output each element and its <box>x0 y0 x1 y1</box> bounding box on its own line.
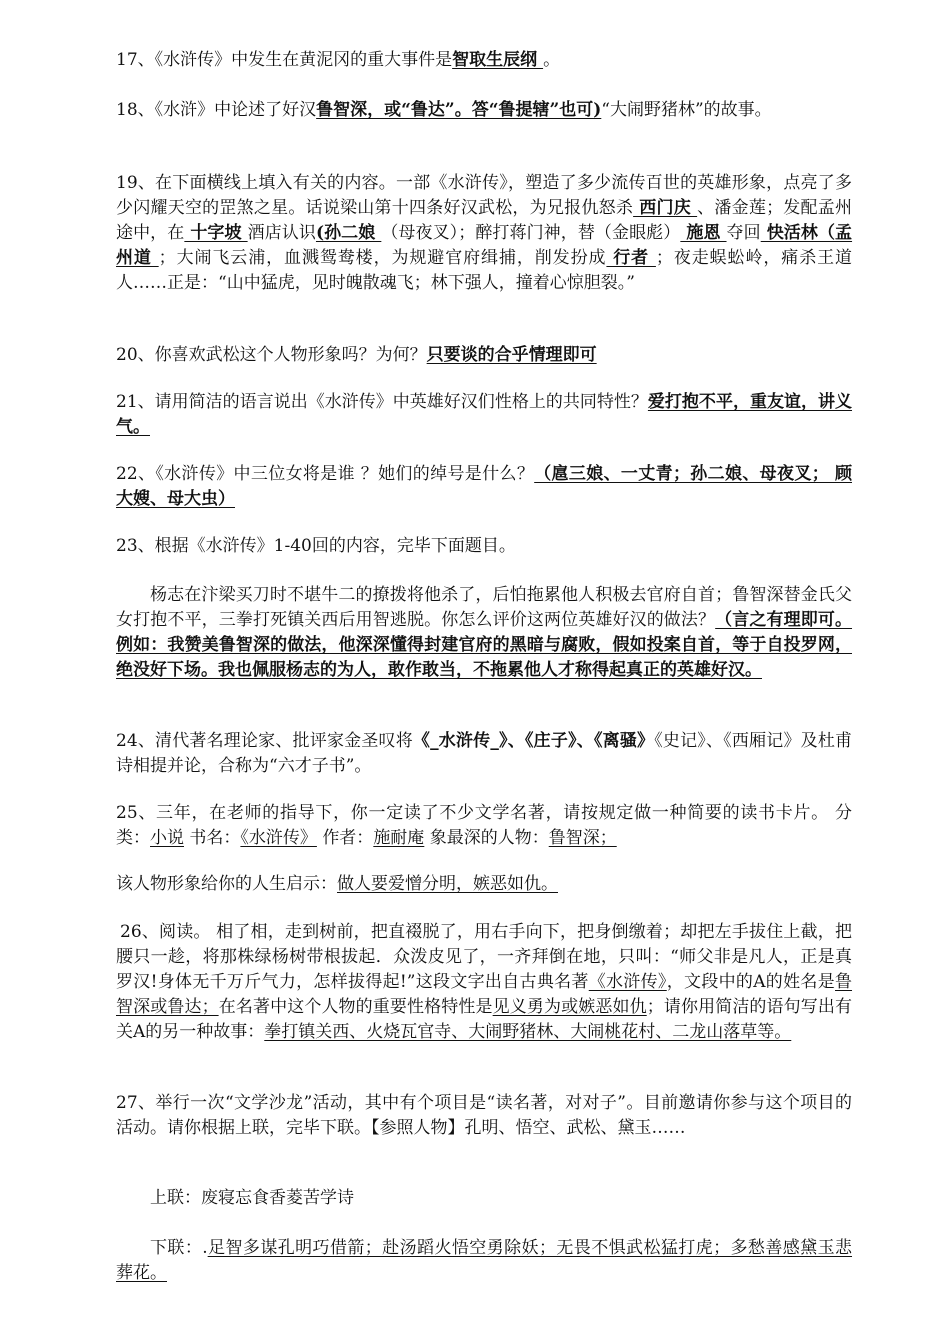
question-25 <box>116 801 852 851</box>
answer-text: 鲁智深或鲁达； <box>116 972 853 1017</box>
answer-text: 见义勇为或嫉恶如仇 <box>492 997 647 1017</box>
answer-text: 《离骚》 <box>593 731 655 751</box>
question-text: 酒店认识 <box>247 223 316 243</box>
question-text: 17、《水浒传》中发生在黄泥冈的重大事件是 <box>116 50 453 70</box>
answer-text: 足智多谋孔明巧借箭；赴汤蹈火悟空勇除妖；无畏不惧武松猛打虎；多愁善感黛玉悲葬花。 <box>116 1238 853 1283</box>
question-text: “大闹野猪林”的故事。 <box>601 100 772 120</box>
card-label: 作者： <box>322 828 374 848</box>
card-label: 该人物形象给你的人生启示： <box>116 874 337 894</box>
question-23-intro: 23、根据《水浒传》1-40回的内容，完毕下面题目。 <box>116 536 516 556</box>
question-text: 25、三年，在老师的指导下，你一定读了不少文学名著，请按规定做一种简要的读书卡片。 <box>116 803 829 823</box>
card-label: 分类： <box>116 803 853 848</box>
question-22 <box>116 462 852 512</box>
question-text: 24、清代著名理论家、批评家金圣叹将 <box>116 731 413 751</box>
card-label: 象最深的人物： <box>429 828 549 848</box>
question-18 <box>116 98 852 123</box>
answer-text: 只要谈的合乎情理即可 <box>426 345 597 365</box>
question-text: 杨志在汴梁买刀时不堪牛二的撩拨将他杀了，后怕拖累他人积极去官府自首；鲁智深替金氏父女打抱不平，三拳打死镇关西后用智逃脱。你怎么评价这两位英雄好汉的做法？ <box>116 585 852 630</box>
question-20 <box>116 343 852 368</box>
card-value: 做人要爱憎分明，嫉恶如仇。 <box>337 874 558 894</box>
question-text: （母夜叉）；醉打蒋门神，替（金眼彪） <box>381 223 681 243</box>
answer-text: 十字坡 <box>184 223 248 243</box>
answer-text: 《_水浒传_》 <box>412 731 508 751</box>
question-text: 、 <box>507 731 525 751</box>
question-text: 《史记》、《西厢记》及杜甫诗相提并论，合称为“六才子书”。 <box>116 731 853 776</box>
question-text: 19、在下面横线上填入有关的内容。一部《水浒传》，塑造了多少流传百世的英雄形象，点亮了多少闪耀天空的罡煞之星。话说梁山第十四条好汉武松，为兄报仇怒杀 <box>116 173 852 218</box>
question-text: 18、《水浒》中论述了好汉 <box>116 100 317 120</box>
question-text: 21、请用简洁的语言说出《水浒传》中英雄好汉们性格上的共同特性？ <box>116 392 648 412</box>
answer-text: (孙二娘 <box>315 223 382 243</box>
question-24 <box>116 729 852 779</box>
answer-text: 施恩 <box>680 223 727 243</box>
card-value: 鲁智深； <box>548 828 617 848</box>
answer-text: 拳打镇关西、火烧瓦官寺、大闹野猪林、大闹桃花村、二龙山落草等。 <box>264 1022 792 1042</box>
question-27: 27、举行一次“文学沙龙”活动，其中有个项目是“读名著，对对子”。目前邀请你参与这个项目的活动。请你根据上联，完毕下联。【参照人物】孔明、悟空、武松、黛玉…… <box>116 1093 852 1138</box>
question-text: 、潘金莲；发配孟州途中，在 <box>116 198 853 243</box>
card-value: 小说 <box>150 828 184 848</box>
answer-text: 爱打抱不平，重友谊，讲义气。 <box>116 392 853 437</box>
question-text: 。 <box>543 50 561 70</box>
couplet-lower <box>116 1236 852 1286</box>
question-text: 、 <box>576 731 594 751</box>
answer-text: 快活林（孟州道 <box>116 223 853 268</box>
question-text: ；大闹飞云浦，血溅鸳鸯楼，为规避官府缉捕，削发扮成 <box>158 248 607 268</box>
answer-text: 行者 <box>606 248 656 268</box>
couplet-label: 上联： <box>150 1188 201 1208</box>
question-text: 26、阅读。 相了相，走到树前，把直裰脱了，用右手向下，把身倒缴着；却把左手拔住上截，把腰只一趁，将那株绿杨树带根拔起．众泼皮见了，一齐拜倒在地，只叫：“师父非是凡人，正是真罗汉!身体无千万斤气力，怎样拔得起!”这段文字出自古典名著 <box>116 922 852 992</box>
question-25-insight <box>116 872 852 897</box>
card-value: 施耐庵 <box>373 828 425 848</box>
question-text: 22、《水浒传》中三位女将是谁 ？她们的绰号是什么？ <box>116 464 535 484</box>
answer-text: 《庄子》 <box>524 731 577 751</box>
question-23-body <box>116 583 852 683</box>
question-text: 在名著中这个人物的重要性格特性是 <box>218 997 493 1017</box>
card-label: 书名： <box>189 828 241 848</box>
question-text: ；请你用简洁的语句写出有关A的另一种故事： <box>116 997 853 1042</box>
answer-text: （扈三娘、一丈青；孙二娘、母夜叉； 顾大嫂、母大虫） <box>116 464 852 509</box>
answer-text: 智取生辰纲 <box>452 50 544 70</box>
question-17 <box>116 48 852 73</box>
answer-text: 《水浒传》 <box>588 972 667 992</box>
answer-text: （言之有理即可。例如：我赞美鲁智深的做法，他深深懂得封建官府的黑暗与腐败，假如投案自首，等于自投罗网，绝没好下场。我也佩服杨志的为人，敢作敢当，不拖累他人才称得起真正的英雄好汉。 <box>116 610 853 680</box>
question-19 <box>116 171 852 296</box>
card-value: 《水浒传》 <box>240 828 317 848</box>
question-26 <box>116 920 852 1045</box>
question-text: ，文段中的A的姓名是 <box>666 972 836 992</box>
couplet-label: 下联：. <box>150 1238 208 1258</box>
question-text: 20、你喜欢武松这个人物形象吗？为何？ <box>116 345 427 365</box>
answer-text: 西门庆 <box>633 198 698 218</box>
answer-text: 鲁智深，或“鲁达”。答“鲁提辖”也可) <box>316 100 602 120</box>
question-text: ；夜走蜈蚣岭，痛杀王道人……正是：“山中猛虎，见时魄散魂飞；林下强人，撞着心惊胆裂。” <box>116 248 853 293</box>
question-text: 夺回 <box>726 223 761 243</box>
couplet-text: 废寝忘食香菱苦学诗 <box>201 1188 354 1208</box>
question-21 <box>116 390 852 440</box>
couplet-upper <box>116 1186 852 1211</box>
